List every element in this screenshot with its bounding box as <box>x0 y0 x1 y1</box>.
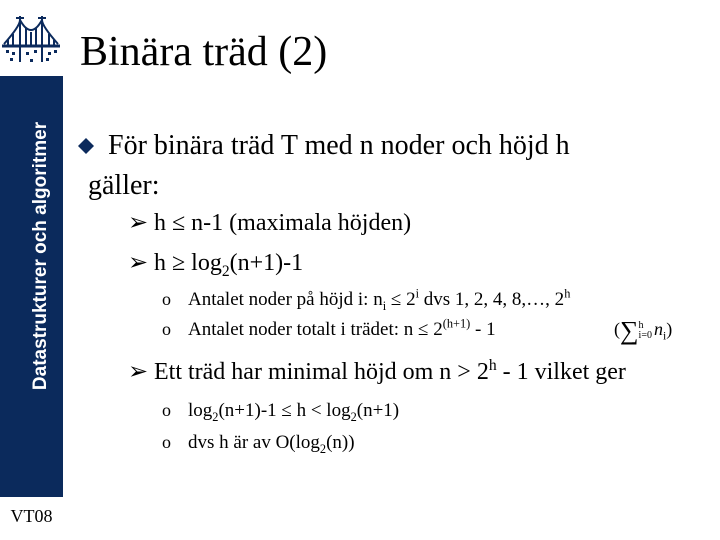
item-sub: 2 <box>350 409 357 424</box>
sub-bullet-min-height <box>128 248 303 278</box>
item-text: - 1 <box>470 319 496 340</box>
sum-term: n <box>653 319 663 339</box>
circle-bullet-icon: o <box>162 400 171 420</box>
item-text: (n+1) <box>356 400 400 421</box>
item-sub: i <box>382 298 387 313</box>
course-title: Datastrukturer och algoritmer <box>30 121 51 391</box>
sub-bullet-max-height-text: h ≤ n-1 (maximala höjden) <box>154 210 412 236</box>
circle-bullet-icon: o <box>162 289 171 309</box>
main-bullet <box>78 126 698 206</box>
slide-title: Binära träd (2) <box>80 29 328 75</box>
item-text: dvs h är av O(log <box>188 432 320 453</box>
item-text: (n+1)-1 ≤ h < log <box>218 400 351 421</box>
arrow-bullet-icon: ➢ <box>128 210 149 236</box>
sum-lower: i=0 <box>638 329 652 341</box>
sum-term-sub: i <box>662 329 667 343</box>
item-sub: 2 <box>319 441 327 456</box>
bridge-logo-icon <box>2 10 60 68</box>
item-text: Antalet noder totalt i trädet: n ≤ 2 <box>188 319 443 340</box>
circle-bullet-icon: o <box>162 319 171 339</box>
big-o-item <box>162 430 355 455</box>
item-text: log <box>188 400 213 421</box>
sub2-text-a: h ≥ log <box>154 250 222 276</box>
item-text: dvs 1, 2, 4, 8,…, 2 <box>419 289 565 310</box>
sub2-subscript: 2 <box>221 262 230 280</box>
arrow-bullet-icon: ➢ <box>128 359 149 385</box>
sub3-text-a: Ett träd har minimal höjd om n > 2 <box>154 359 489 385</box>
sigma-symbol: ∑ <box>620 316 639 345</box>
sub-bullet-minimal-height <box>128 357 626 387</box>
item-sup: i <box>415 286 420 301</box>
sub3-sup: h <box>488 357 497 374</box>
sub2-text-b: (n+1)-1 <box>229 250 304 276</box>
logo-area <box>0 0 63 76</box>
arrow-bullet-icon: ➢ <box>128 250 149 276</box>
log-bound-item <box>162 398 399 423</box>
item-sup: (h+1) <box>442 316 471 331</box>
footer-label: VT08 <box>10 506 53 526</box>
sum-limits <box>639 321 652 341</box>
sum-upper: h <box>638 319 644 331</box>
circle-bullet-icon: o <box>162 432 171 452</box>
diamond-bullet-icon <box>78 138 94 154</box>
item-text: (n)) <box>326 432 355 453</box>
nodes-per-level-item <box>162 287 570 312</box>
sub3-text-b: - 1 vilket ger <box>496 359 626 385</box>
item-sub: 2 <box>212 409 219 424</box>
sum-paren: ( <box>614 319 620 339</box>
main-bullet-line1: För binära träd T med n noder och höjd h <box>108 130 570 161</box>
nodes-total-item <box>162 317 496 342</box>
sub-bullet-max-height <box>128 208 411 238</box>
item-text: ≤ 2 <box>386 289 416 310</box>
main-bullet-line2: gäller: <box>88 170 160 201</box>
sum-paren: ) <box>666 319 673 339</box>
sum-formula <box>614 316 672 346</box>
item-text: Antalet noder på höjd i: n <box>188 289 383 310</box>
item-sup: h <box>564 286 571 301</box>
